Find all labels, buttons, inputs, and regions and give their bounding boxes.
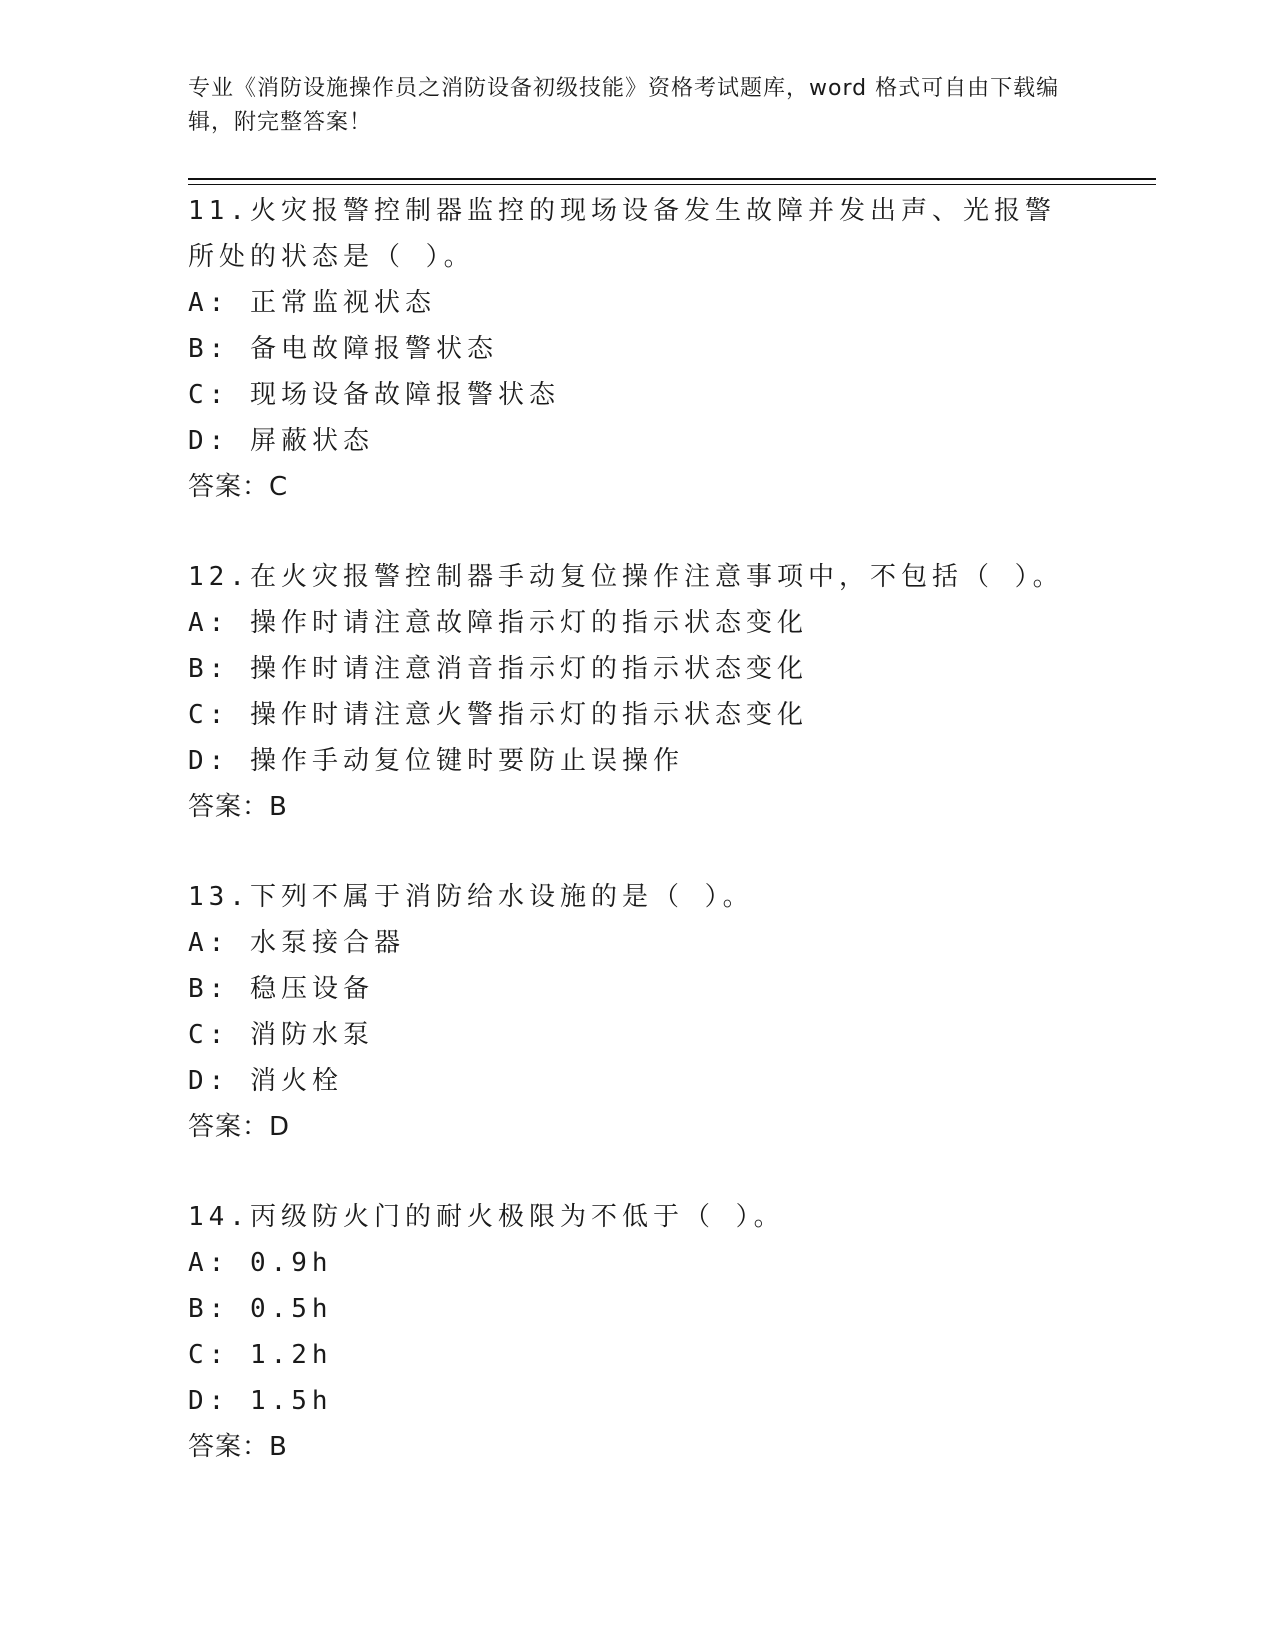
option-a: A: 0.9h — [188, 1248, 333, 1278]
question-11 — [188, 188, 1088, 510]
question-stem: 12.在火灾报警控制器手动复位操作注意事项中，不包括（ ）。 — [188, 562, 1064, 592]
answer: 答案：C — [188, 472, 289, 502]
question-13 — [188, 874, 1088, 1150]
header-divider-thick — [188, 178, 1156, 180]
question-stem: 13.下列不属于消防给水设施的是（ ）。 — [188, 882, 754, 912]
option-d: D: 消火栓 — [188, 1066, 343, 1096]
question-list — [188, 188, 1088, 1514]
option-d: D: 操作手动复位键时要防止误操作 — [188, 746, 684, 776]
option-b: B: 操作时请注意消音指示灯的指示状态变化 — [188, 654, 808, 684]
option-b: B: 0.5h — [188, 1294, 333, 1324]
answer: 答案：B — [188, 792, 288, 822]
header-divider-thin — [188, 184, 1156, 185]
document-header: 专业《消防设施操作员之消防设备初级技能》资格考试题库，word 格式可自由下载编辑，附完整答案！ — [188, 76, 1060, 135]
option-c: C: 消防水泵 — [188, 1020, 374, 1050]
answer: 答案：D — [188, 1112, 291, 1142]
option-c: C: 操作时请注意火警指示灯的指示状态变化 — [188, 700, 808, 730]
question-14 — [188, 1194, 1088, 1470]
option-d: D: 屏蔽状态 — [188, 426, 374, 456]
option-a: A: 水泵接合器 — [188, 928, 405, 958]
question-12 — [188, 554, 1088, 830]
option-a: A: 正常监视状态 — [188, 288, 436, 318]
option-b: B: 稳压设备 — [188, 974, 374, 1004]
option-a: A: 操作时请注意故障指示灯的指示状态变化 — [188, 608, 808, 638]
question-stem: 14.丙级防火门的耐火极限为不低于（ ）。 — [188, 1202, 785, 1232]
option-c: C: 1.2h — [188, 1340, 333, 1370]
option-b: B: 备电故障报警状态 — [188, 334, 498, 364]
answer: 答案：B — [188, 1432, 288, 1462]
option-d: D: 1.5h — [188, 1386, 333, 1416]
question-stem: 11.火灾报警控制器监控的现场设备发生故障并发出声、光报警所处的状态是（ ）。 — [188, 196, 1056, 272]
option-c: C: 现场设备故障报警状态 — [188, 380, 560, 410]
